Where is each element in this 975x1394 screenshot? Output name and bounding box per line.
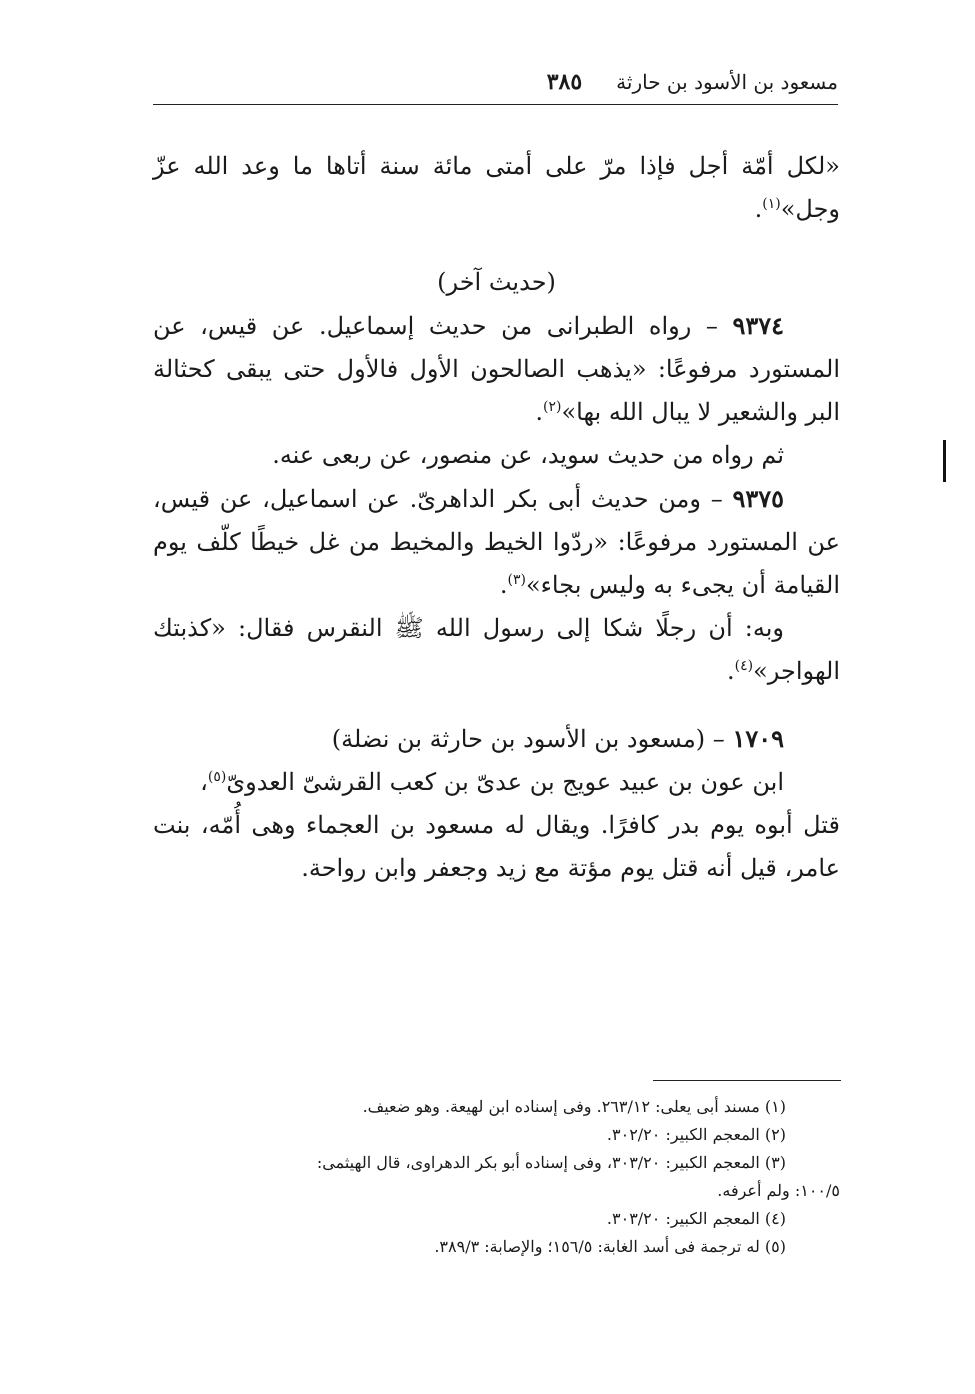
hadith-number: ٩٣٧٤ <box>732 311 784 340</box>
footnote-ref-3: (٣) <box>507 572 526 588</box>
footnote-ref-2: (٢) <box>542 399 562 415</box>
paragraph-isnad-note: ثم رواه من حديث سويد، عن منصور، عن ربعى عنه. <box>272 441 784 469</box>
footnote-5: (٥) له ترجمة فى أسد الغابة: ١٥٦/٥؛ والإصابة: ٣٨٩/٣. <box>434 1237 786 1256</box>
main-text <box>153 145 840 890</box>
footnote-3-continued: ١٠٠/٥: ولم أعرفه. <box>717 1181 840 1200</box>
entry-number: ١٧٠٩ <box>732 724 784 753</box>
footnote-4: (٤) المعجم الكبير: ٣٠٣/٢٠. <box>606 1209 786 1228</box>
paragraph-hadith-9375: ٩٣٧٥ – ومن حديث أبى بكر الداهرىّ. عن اسماعيل، عن قيس، عن المستورد مرفوعًا: «ردّوا الخيط والمخيط من غل خيطًا كلّف يوم القيامة أن يجىء به وليس بجاء»$^{(٣)}$. <box>153 484 840 599</box>
footnote-1: (١) مسند أبى يعلى: ٢٦٣/١٢. وفى إسناده ابن لهيعة. وهو ضعيف. <box>362 1097 786 1116</box>
margin-mark <box>943 440 946 482</box>
spacer <box>153 693 840 717</box>
paragraph-hadith-continuation: «لكل أمّة أجل فإذا مرّ على أمتى مائة سنة أتاها ما وعد الله عزّ وجل»$^{(١)}$. <box>153 152 840 223</box>
footnote-ref-1: (١) <box>762 196 781 212</box>
running-header <box>153 62 838 102</box>
page-number: ٣٨٥ <box>546 69 583 95</box>
spacer <box>153 231 840 261</box>
footnote-ref-5: (٥) <box>207 769 227 785</box>
paragraph-lineage: ابن عون بن عبيد عويج بن عدىّ بن كعب القرشىّ العدوىّ$^{(٥)}$، <box>200 768 784 796</box>
footnote-2: (٢) المعجم الكبير: ٣٠٢/٢٠. <box>606 1125 786 1144</box>
header-rule <box>153 104 838 105</box>
footnotes <box>153 1093 840 1261</box>
paragraph-biography: قتل أبوه يوم بدر كافرًا. ويقال له مسعود بن العجماء وهى أُمّه، بنت عامر، قيل أنه قتل يوم مؤتة مع زيد وجعفر وابن رواحة. <box>153 811 840 882</box>
paragraph-hadith-9374: ٩٣٧٤ – رواه الطبرانى من حديث إسماعيل. عن قيس، عن المستورد مرفوعًا: «يذهب الصالحون الأول فالأول حتى يبقى كحثالة البر والشعير لا يبال الله بها»$^{(٢)}$. <box>153 311 840 426</box>
footnote-rule <box>653 1080 841 1081</box>
biography-heading: ١٧٠٩ – (مسعود بن الأسود بن حارثة بن نضلة) <box>331 724 784 753</box>
paragraph-hadith-naqras: وبه: أن رجلًا شكا إلى رسول الله ﷺ النقرس فقال: «كذبتك الهواجر»$^{(٤)}$. <box>153 614 840 685</box>
hadith-number: ٩٣٧٥ <box>732 484 784 513</box>
footnote-3: (٣) المعجم الكبير: ٣٠٣/٢٠، وفى إسناده أبو بكر الدهراوى، قال الهيثمى: <box>316 1153 786 1172</box>
footnote-ref-4: (٤) <box>734 658 754 674</box>
section-heading: (حديث آخر) <box>437 268 556 296</box>
header-title: مسعود بن الأسود بن حارثة <box>616 70 838 94</box>
